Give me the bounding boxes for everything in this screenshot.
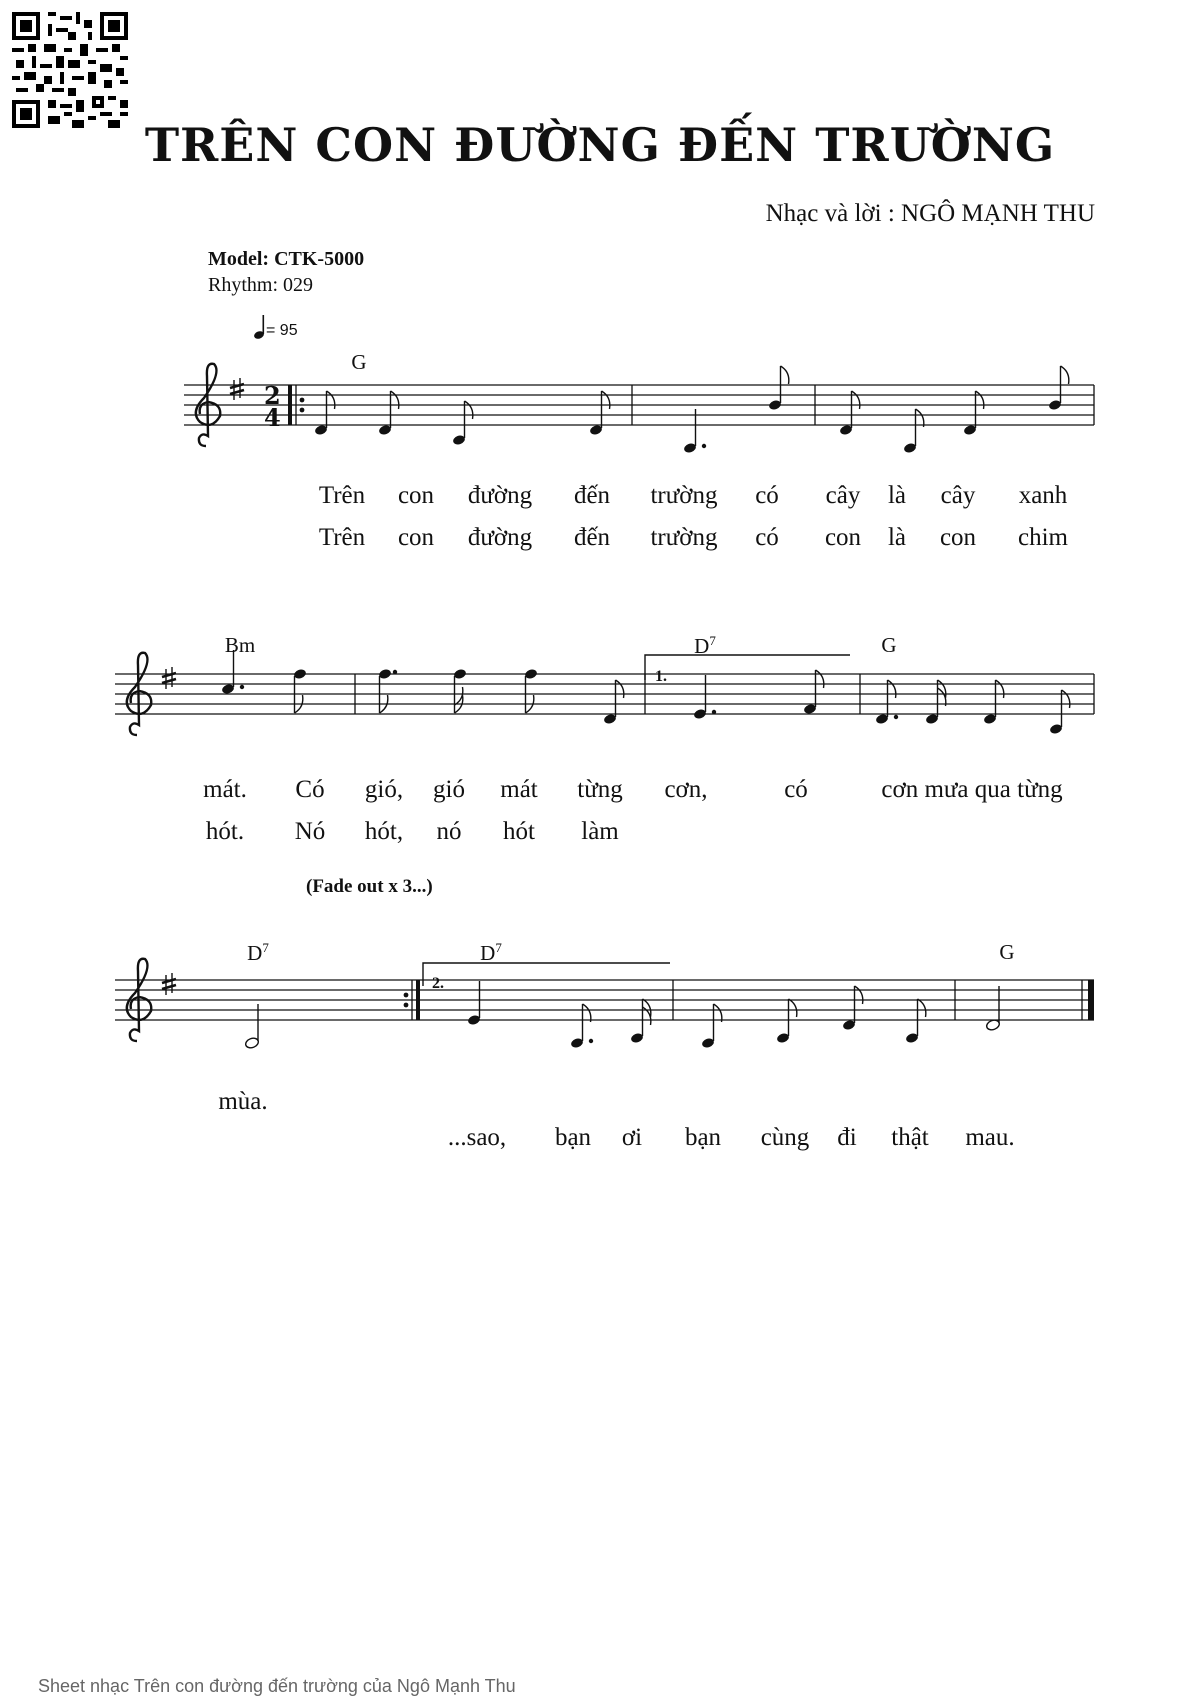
sharp-icon bbox=[162, 973, 176, 995]
lyric-word: là bbox=[887, 482, 907, 509]
lyric-word: cùng bbox=[760, 1124, 810, 1151]
volta-label-1: 1. bbox=[655, 668, 667, 685]
fade-out-note: (Fade out x 3...) bbox=[306, 876, 433, 897]
chord-seventh: 7 bbox=[495, 940, 502, 955]
lyric-word: cây bbox=[825, 482, 861, 509]
lyric-word: con bbox=[397, 482, 435, 509]
time-signature-top: 2 bbox=[264, 381, 281, 410]
lyric-word: bạn bbox=[554, 1124, 592, 1151]
lyric-word: mát bbox=[500, 776, 538, 803]
chord-root: D bbox=[480, 941, 496, 965]
notes-system-3 bbox=[244, 981, 1000, 1049]
lyric-word: gió, bbox=[364, 776, 404, 803]
lyric-word: Trên bbox=[318, 482, 366, 509]
chord-symbol: Bm bbox=[224, 633, 256, 657]
chord-symbol bbox=[247, 940, 269, 966]
lyric-word: thật bbox=[891, 1124, 929, 1151]
chord-symbol: G bbox=[999, 940, 1015, 964]
chord-root: D bbox=[694, 634, 710, 658]
lyric-word: cơn mưa qua từng bbox=[881, 776, 1063, 803]
staff-system-1 bbox=[184, 385, 1094, 425]
volta-label-2: 2. bbox=[432, 975, 444, 992]
sharp-icon bbox=[230, 378, 244, 400]
lyric-word: nó bbox=[436, 818, 462, 845]
page-caption: Sheet nhạc Trên con đường đến trường của Ngô Mạnh Thu bbox=[38, 1676, 516, 1696]
notes-system-1 bbox=[314, 366, 1069, 454]
lyric-word: đi bbox=[837, 1124, 857, 1151]
lyric-word: Trên bbox=[318, 524, 366, 551]
lyric-word: đến bbox=[573, 482, 611, 509]
volta-bracket-1 bbox=[645, 655, 850, 680]
chord-symbol bbox=[694, 633, 716, 659]
lyric-word: con bbox=[397, 524, 435, 551]
volta-bracket-2 bbox=[423, 963, 670, 986]
keyboard-model: Model: CTK-5000 bbox=[208, 248, 365, 270]
lyric-word: hót bbox=[503, 818, 535, 845]
lyric-word: làm bbox=[581, 818, 619, 845]
lyric-word: hót, bbox=[364, 818, 404, 845]
chord-seventh: 7 bbox=[262, 940, 269, 955]
time-signature-bottom: 4 bbox=[264, 403, 281, 432]
song-title: TRÊN CON ĐƯỜNG ĐẾN TRƯỜNG bbox=[144, 118, 1056, 172]
lyric-word: trường bbox=[650, 524, 718, 551]
lyric-word: mau. bbox=[965, 1124, 1015, 1151]
tempo-value: = 95 bbox=[266, 322, 298, 339]
chord-symbol: G bbox=[881, 633, 897, 657]
lyric-word: gió bbox=[433, 776, 465, 803]
sharp-icon bbox=[162, 667, 176, 689]
lyric-word: cơn, bbox=[664, 776, 708, 803]
lyric-word: xanh bbox=[1018, 482, 1068, 509]
lyric-word: đường bbox=[467, 524, 533, 551]
lyric-word: chim bbox=[1018, 524, 1068, 551]
lyric-word: hót. bbox=[205, 818, 245, 845]
lyric-word: Có bbox=[295, 776, 325, 803]
lyric-word: đến bbox=[573, 524, 611, 551]
lyric-word: cây bbox=[940, 482, 976, 509]
lyric-word: Nó bbox=[294, 818, 326, 845]
lyric-word: ...sao, bbox=[447, 1124, 507, 1151]
lyric-word: có bbox=[784, 776, 808, 803]
lyric-word: mát. bbox=[203, 776, 247, 803]
chord-symbol: G bbox=[351, 350, 367, 374]
lyric-word: là bbox=[887, 524, 907, 551]
lyric-word: mùa. bbox=[218, 1088, 268, 1115]
staff-system-3 bbox=[115, 980, 1094, 1020]
treble-clef-icon bbox=[127, 959, 151, 1041]
lyric-word: đường bbox=[467, 482, 533, 509]
lyric-word: có bbox=[755, 524, 779, 551]
composer-credit: Nhạc và lời : NGÔ MẠNH THU bbox=[765, 200, 1095, 227]
lyric-word: có bbox=[755, 482, 779, 509]
lyric-word: bạn bbox=[684, 1124, 722, 1151]
treble-clef-icon bbox=[196, 364, 220, 446]
lyric-word: từng bbox=[577, 776, 623, 803]
chord-symbol bbox=[480, 940, 502, 966]
chord-seventh: 7 bbox=[709, 633, 716, 648]
lyric-word: con bbox=[939, 524, 977, 551]
rhythm-number: Rhythm: 029 bbox=[208, 274, 314, 296]
lyric-word: trường bbox=[650, 482, 718, 509]
lyric-word: ơi bbox=[621, 1124, 643, 1151]
staff-system-2 bbox=[115, 674, 1094, 714]
treble-clef-icon bbox=[127, 653, 151, 735]
chord-root: D bbox=[247, 941, 263, 965]
lyric-word: con bbox=[824, 524, 862, 551]
